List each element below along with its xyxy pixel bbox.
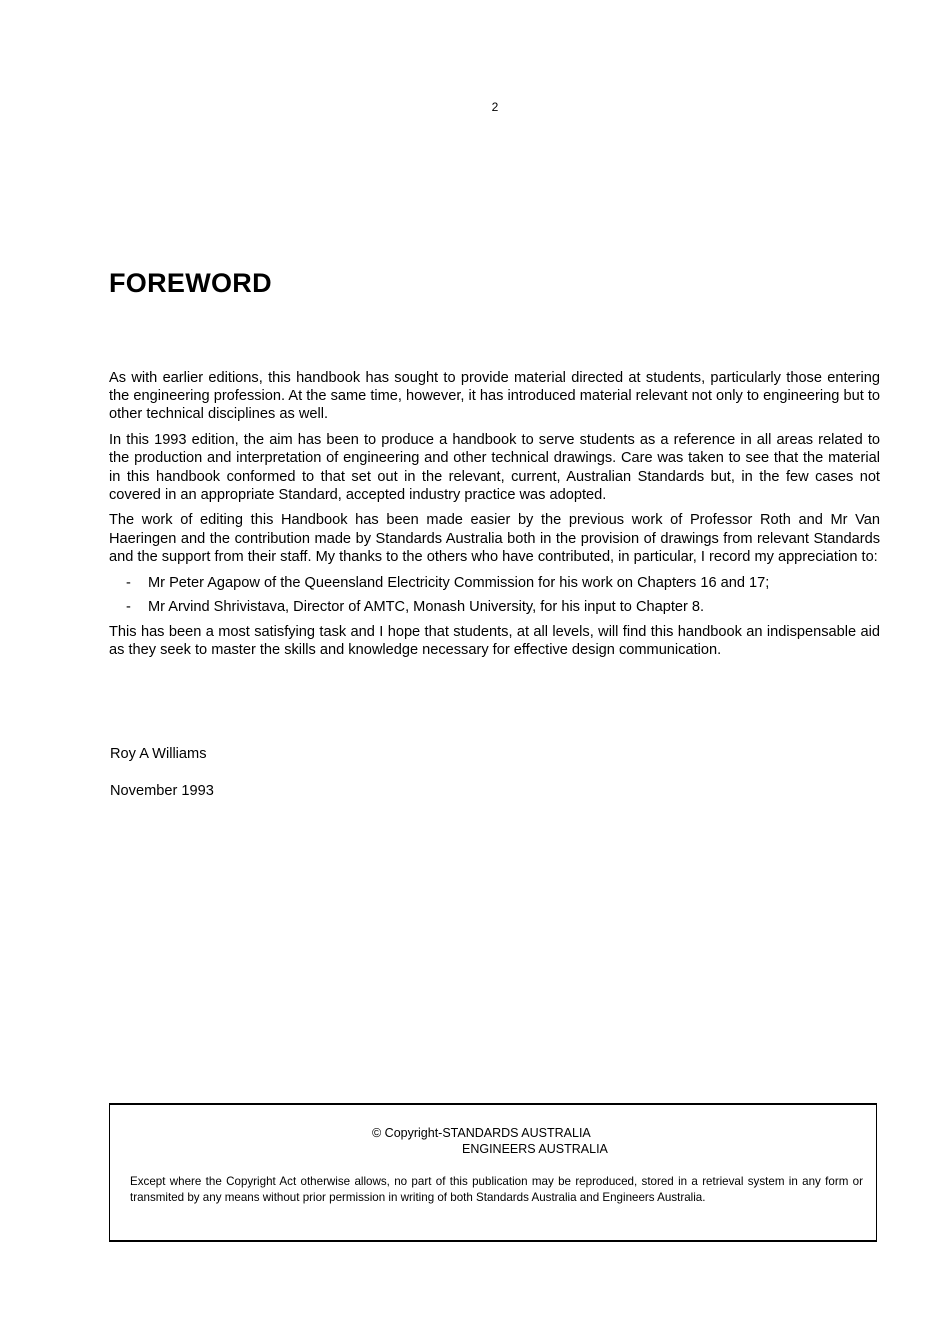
list-item-text: Mr Arvind Shrivistava, Director of AMTC, Monash University, for his input to Chapter 8. (148, 599, 705, 616)
paragraph-3: The work of editing this Handbook has been made easier by the previous work of Professor Roth and Mr Van Haeringen and the contribution made by Standards Australia both in the provision of drawings from relevant Standards and the support from their staff. My thanks to the others who have contributed, in particular, I record my appreciation to: (109, 512, 880, 565)
acknowledgement-list (109, 574, 880, 617)
page-number: 2 (491, 100, 499, 114)
foreword-body (109, 369, 880, 667)
paragraph-2: In this 1993 edition, the aim has been to produce a handbook to serve students as a reference in all areas related to the production and interpretation of engineering and other technical drawings. Care was taken to see that the material in this handbook conformed to that set out in the relevant, current, Australian Standards but, in the few cases not covered in an appropriate Standard, accepted industry practice was adopted. (109, 432, 880, 503)
list-item (109, 574, 880, 592)
signature-date: November 1993 (110, 783, 214, 799)
closing-paragraph: This has been a most satisfying task and I hope that students, at all levels, will find this handbook an indispensable aid as they seek to master the skills and knowledge necessary for effective design communication. (109, 624, 880, 659)
list-item (109, 598, 880, 616)
copyright-line-2: ENGINEERS AUSTRALIA (462, 1142, 608, 1156)
page-title: FOREWORD (109, 268, 272, 298)
signature-name: Roy A Williams (110, 746, 207, 762)
bullet-dash: - (126, 574, 131, 591)
bullet-dash: - (126, 599, 131, 616)
copyright-box (109, 1103, 877, 1242)
paragraph-1: As with earlier editions, this handbook has sought to provide material directed at students, particularly those entering the engineering profession. At the same time, however, it has introduced material relevant not only to engineering but to other technical disciplines as well. (109, 370, 880, 423)
list-item-text: Mr Peter Agapow of the Queensland Electricity Commission for his work on Chapters 16 and 17; (148, 574, 770, 591)
copyright-notice: Except where the Copyright Act otherwise allows, no part of this publication may be reproduced, stored in a retrieval system in any form or transmited by any means without prior permission in writing of both Standards Australia and Engineers Australia. (130, 1175, 863, 1204)
copyright-line-1: © Copyright-STANDARDS AUSTRALIA (372, 1126, 591, 1140)
